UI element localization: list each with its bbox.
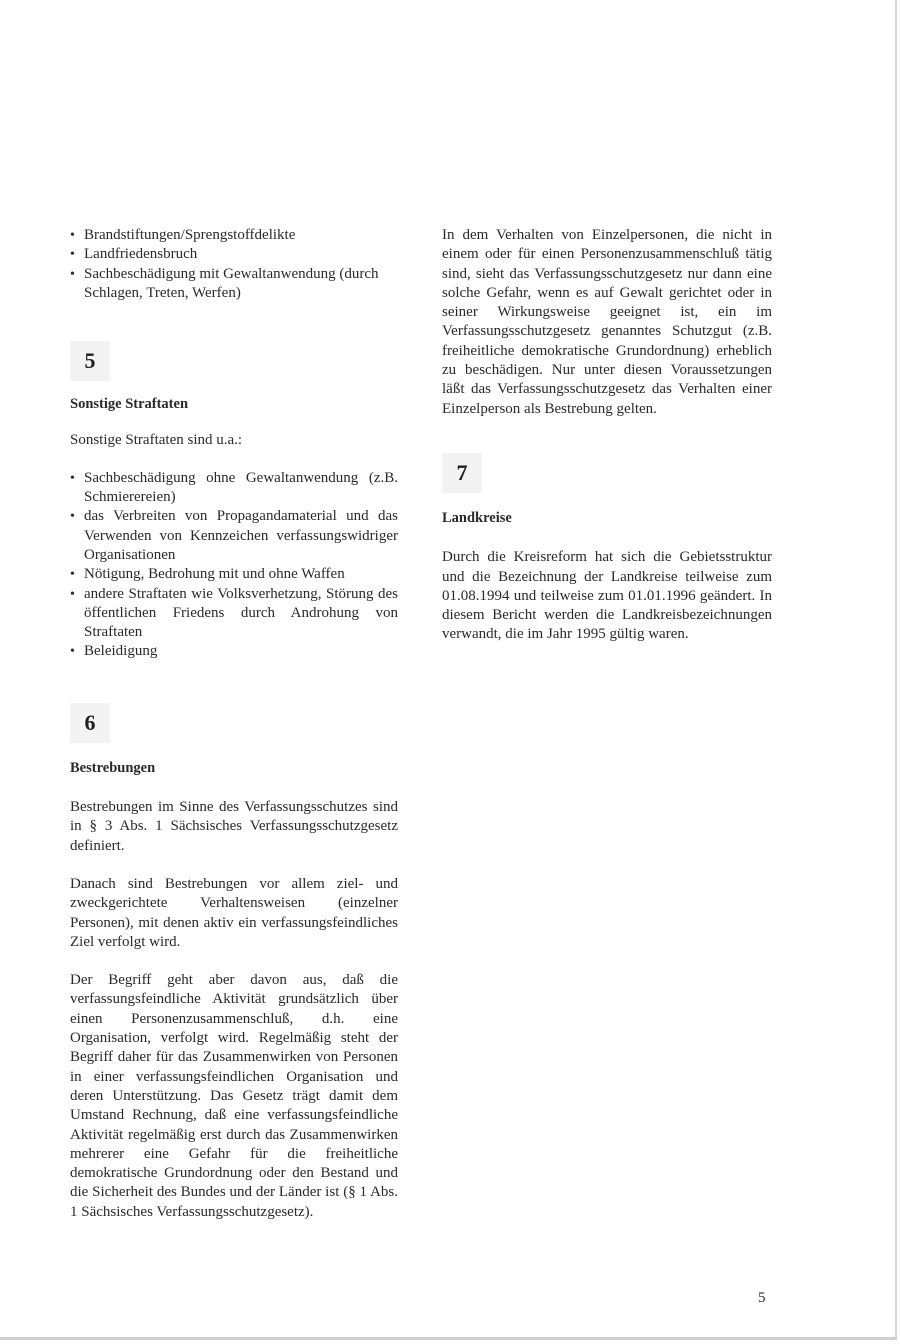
section-title: Bestrebungen (70, 759, 156, 776)
list-item: • Brandstiftungen/Sprengstoffdelikte (70, 226, 398, 245)
list-item: • Nötigung, Bedrohung mit und ohne Waffen (70, 565, 398, 584)
list-item: • andere Straftaten wie Volksverhetzung, Störung des öffentlichen Friedens durch Androhung von Straftaten (70, 585, 398, 643)
section-title: Sonstige Straftaten (70, 396, 189, 413)
section-number: 7 (442, 453, 482, 493)
list-item: • Sachbeschädigung mit Gewaltanwendung (durch Schlagen, Treten, Werfen) (70, 265, 398, 304)
section-number: 5 (70, 341, 110, 381)
section-intro: Sonstige Straftaten sind u.a.: (70, 432, 243, 449)
section6 (70, 703, 398, 1222)
list-item: • das Verbreiten von Propagandamaterial und das Verwenden von Kennzeichen verfassungswidriger Organisationen (70, 507, 398, 565)
left-column (70, 226, 398, 1222)
section-title: Landkreise (442, 509, 512, 526)
section5 (70, 341, 398, 662)
paragraph: Danach sind Bestrebungen vor allem ziel- und zweckgerichtete Verhaltensweisen (einzelner Personen), mit denen aktiv ein verfassungsfeindliches Ziel verfolgt wird. (70, 875, 398, 950)
page-number: 5 (758, 1290, 766, 1306)
list-item: • Landfriedensbruch (70, 245, 398, 264)
paragraph: In dem Verhalten von Einzelpersonen, die nicht in einem oder für einen Personenzusammenschluß tätig sind, sieht das Verfassungsschutzgesetz nur dann eine solche Gefahr, wenn es auf Gewalt gerichtet oder in seiner Wirkungsweise geeignet ist, ein im Verfassungsschutzgesetz genanntes Schutzgut (z.B. freiheitliche demokratische Grundordnung) erheblich zu beschädigen. Nur unter diesen Voraussetzungen läßt das Verfassungsschutzgesetz das Verhalten einer Einzelperson als Bestrebung gelten. (442, 227, 772, 417)
paragraph: Der Begriff geht aber davon aus, daß die verfassungsfeindliche Aktivität grundsätzlich über einen Personenzusammenschluß, d.h. eine Organisation, verfolgt wird. Regelmäßig steht der Begriff daher für das Zusammenwirken von Personen in einer verfassungsfeindlichen Organisation und deren Unterstützung. Das Gesetz trägt damit dem Umstand Rechnung, daß eine verfassungsfeindliche Aktivität regelmäßig erst durch das Zusammenwirken mehrerer eine Gefahr für die freiheitliche demokratische Grundordnung oder den Bestand und die Sicherheit des Bundes und der Länder ist (§ 1 Abs. 1 Sächsisches Verfassungsschutzgesetz). (70, 972, 398, 1220)
list-item: • Beleidigung (70, 642, 398, 661)
section-number: 6 (70, 703, 110, 743)
right-column (442, 226, 772, 645)
section4-list (70, 226, 398, 303)
list-item: • Sachbeschädigung ohne Gewaltanwendung (z.B. Schmierereien) (70, 469, 398, 508)
section5-list (70, 469, 398, 662)
paragraph: Durch die Kreisreform hat sich die Gebietsstruktur und die Bezeichnung der Landkreise teilweise zum 01.08.1994 und teilweise zum 01.01.1996 geändert. In diesem Bericht werden die Landkreisbezeichnungen verwandt, die im Jahr 1995 gültig waren. (442, 549, 772, 643)
section7 (442, 453, 772, 645)
paragraph: Bestrebungen im Sinne des Verfassungsschutzes sind in § 3 Abs. 1 Sächsisches Verfassungsschutzgesetz definiert. (70, 799, 398, 854)
